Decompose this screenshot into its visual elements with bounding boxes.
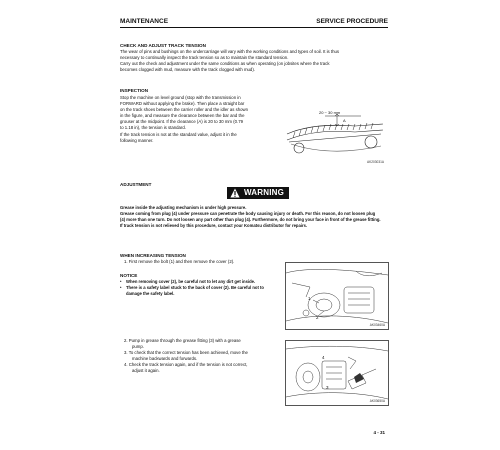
inspection-title: INSPECTION: [120, 88, 149, 93]
warning-line: Grease inside the adjusting mechanism is under high pressure.: [120, 205, 247, 210]
step-1: 1. First remove the bolt (1) and then remove the cover (2).: [124, 259, 235, 264]
track-tension-figure: [285, 96, 387, 166]
inspection-line: following manner.: [120, 137, 154, 143]
grease-fitting-figure: [285, 340, 389, 406]
clearance-callout: 20 ~ 30 mm: [319, 110, 341, 115]
notice-item: • When removing cover (2), be careful not to let any dirt get inside.: [120, 279, 282, 285]
track-illustration: [285, 96, 387, 166]
callout-4: 4: [322, 355, 325, 360]
intro-line: becomes clogged with mud, measure with the track clogged with mud).: [120, 67, 255, 73]
inspection-line: on the track shoes between the carrier roller and the idler as shown: [120, 107, 249, 113]
callout-3: 3: [326, 385, 329, 390]
step-line: adjust it again.: [132, 368, 160, 374]
figure-id: AK03650A: [369, 399, 385, 403]
inspection-paragraph: [120, 95, 282, 144]
callout-2: 2: [316, 315, 319, 320]
page-header: [120, 15, 388, 28]
header-subsection: SERVICE PROCEDURE: [316, 18, 388, 25]
notice-item: • There is a safety label stuck to the back of cover (2). Be careful not to: [120, 285, 282, 291]
notice-title: NOTICE: [120, 273, 138, 278]
figure-id: AK203031A: [366, 160, 384, 164]
section-title: CHECK AND ADJUST TRACK TENSION: [120, 43, 206, 48]
inspection-line: to 1.18 in), the tension is standard.: [120, 125, 186, 131]
inspection-line: in the figure, and measure the clearance between the bar and the: [120, 113, 245, 119]
warning-line: (4) more than one turn. Do not loosen any part other than plug (4). Furthermore, do not bring your face in front of the grease fitting.: [120, 217, 381, 223]
inspection-line: If the track tension is not at the standard value, adjust it in the: [120, 131, 237, 137]
cover-figure: [285, 262, 389, 330]
step-line: pump.: [132, 344, 144, 350]
warning-triangle-icon: [230, 188, 240, 198]
figure-id: AK03460A: [369, 323, 385, 327]
step-line: machine backwards and forwards.: [132, 356, 198, 362]
warning-text: [120, 205, 395, 229]
notice-list: [120, 279, 282, 297]
inspection-line: Stop the machine on level ground (stop with the transmission in: [120, 95, 241, 100]
inspection-line: grouser at the midpoint. If the clearance (A) is 20 to 30 mm (0.79: [120, 119, 243, 125]
notice-item-cont: damage the safety label.: [126, 291, 175, 297]
callout-1: 1: [308, 296, 311, 301]
clearance-label-a: A: [343, 118, 346, 123]
cover-illustration: [286, 263, 388, 329]
intro-line: necessary to continually inspect the track tension so as to maintain the standard tension.: [120, 55, 289, 61]
grease-illustration: [286, 341, 388, 405]
steps-list: [124, 338, 284, 375]
warning-line: If track tension is not relieved by this procedure, contact your Komatsu distributor for repairs.: [120, 223, 308, 229]
step-line: 2. Pump in grease through the grease fitting (3) with a grease: [124, 338, 241, 343]
adjustment-title: ADJUSTMENT: [120, 182, 152, 187]
header-section: MAINTENANCE: [120, 18, 169, 25]
step-line: 3. To check that the correct tension has been achieved, move the: [124, 350, 248, 356]
intro-paragraph: [120, 49, 390, 73]
intro-line: The wear of pins and bushings on the undercarriage will vary with the working conditions and types of soil. It is thus: [120, 49, 340, 54]
intro-line: Carry out the check and adjustment under the same conditions as when operating (on jobsites where the track: [120, 61, 330, 67]
page-number: 4 - 31: [373, 430, 385, 435]
warning-banner: [227, 187, 289, 199]
warning-label: WARNING: [244, 188, 285, 197]
step-line: 4. Check the track tension again, and if the tension is not correct,: [124, 362, 248, 368]
warning-line: Grease coming from plug (4) under pressure can penetrate the body causing injury or death. For this reason, do not loosen plug: [120, 211, 376, 217]
inspection-line: FORWARD without applying the brake). Then place a straight bar: [120, 101, 245, 107]
increasing-title: WHEN INCREASING TENSION: [120, 253, 186, 258]
